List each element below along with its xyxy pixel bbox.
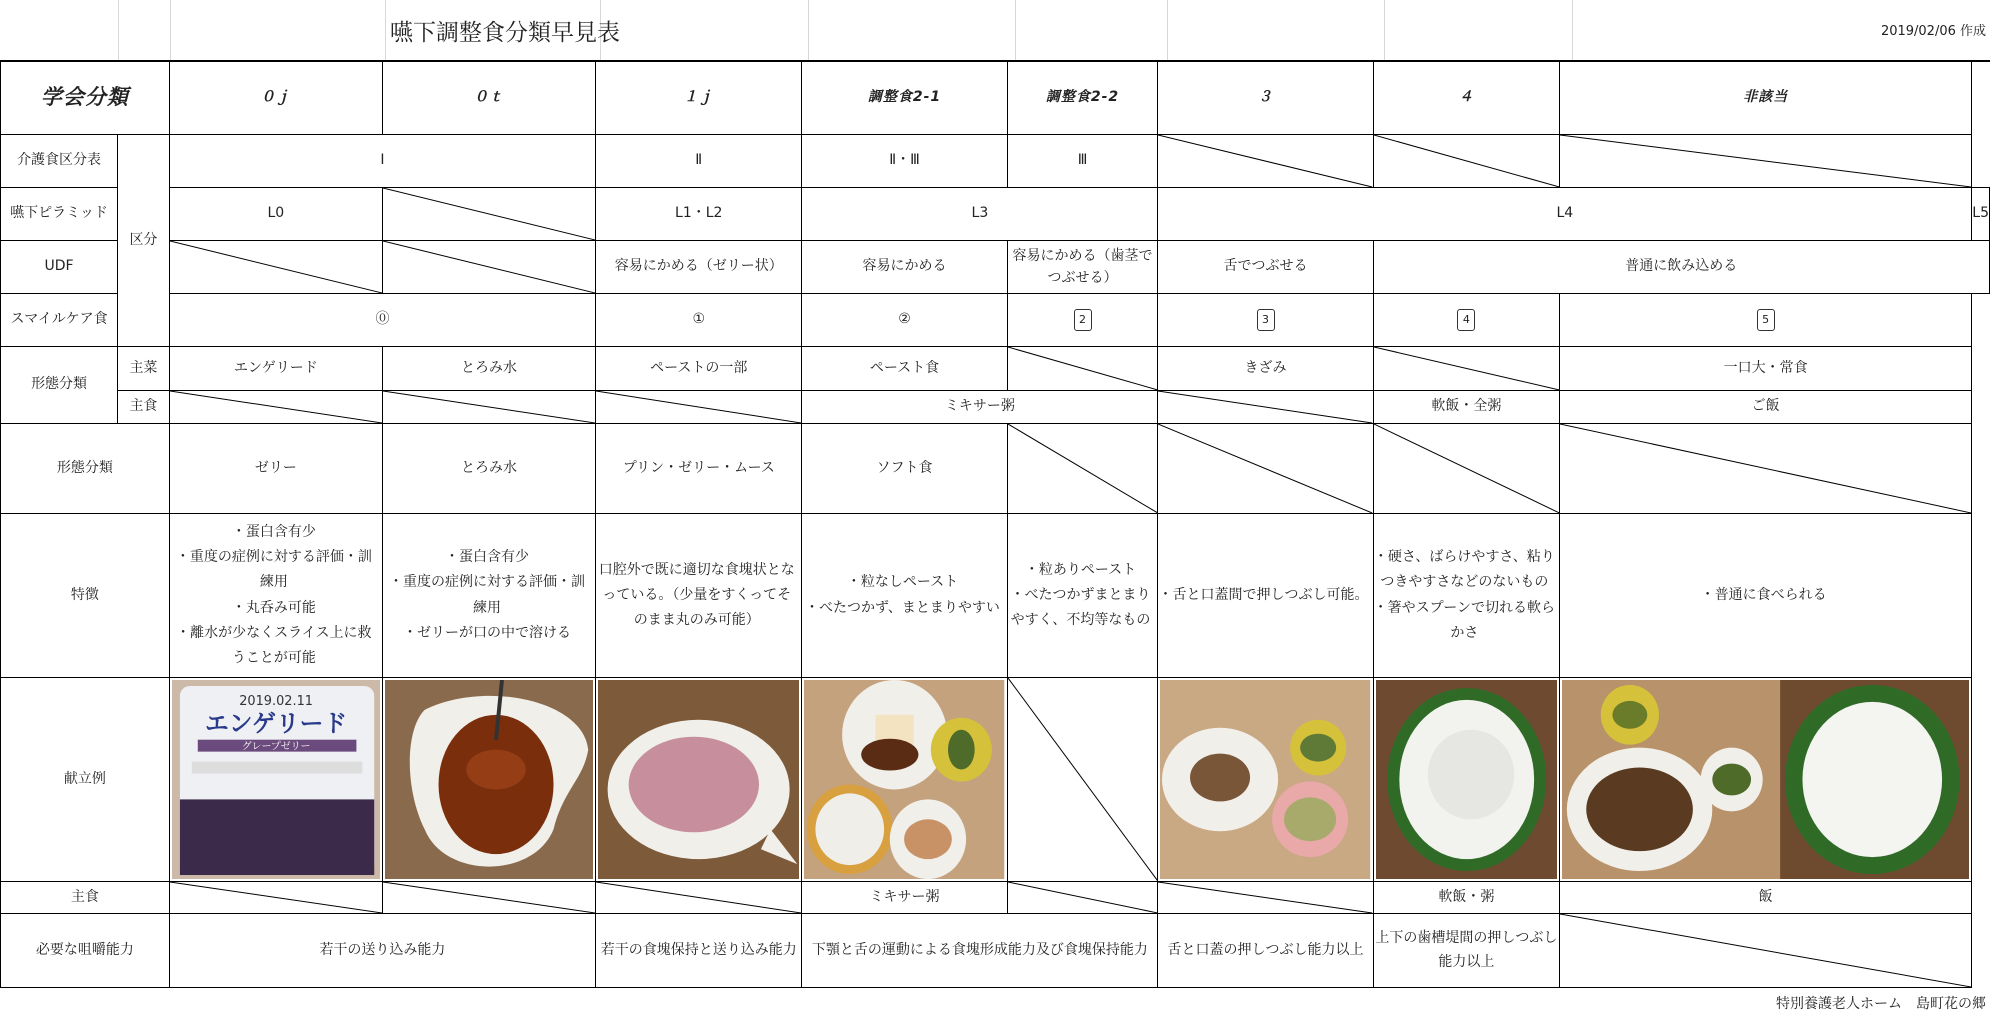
page-title: 嚥下調整食分類早見表 (390, 20, 620, 46)
pyramid-3-4: L4 (1158, 188, 1972, 241)
smile-2-2 (1007, 294, 1158, 347)
smile-none-badge: 5 (1757, 309, 1775, 331)
udf-3: 舌でつぶせる (1158, 241, 1373, 294)
menu-2-2-empty (1007, 678, 1158, 882)
udf-1j: 容易にかめる（ゼリー状） (596, 241, 802, 294)
smile-3-badge: 3 (1257, 309, 1275, 331)
feature-none (1560, 514, 1972, 678)
kaigo-4-empty (1373, 135, 1559, 188)
shusai-none: 一口大・常食 (1560, 347, 1972, 391)
menu-3-photo (1158, 678, 1373, 882)
feature-4 (1373, 514, 1559, 678)
smile-none (1560, 294, 1972, 347)
row-udf (1, 241, 1990, 294)
shushoku2-1j-empty (596, 882, 802, 914)
keitai2-3-empty (1158, 424, 1373, 514)
shushoku2-none: 飯 (1560, 882, 1972, 914)
smile-4-badge: 4 (1457, 309, 1475, 331)
feature-line: ・べたつかずまとまりやすく、不均等なもの (1010, 586, 1151, 629)
menu-none-photo (1560, 678, 1972, 882)
label-keitai2: 形態分類 (1, 424, 170, 514)
pyramid-0t-empty (382, 188, 595, 241)
keitai2-0t: とろみ水 (382, 424, 595, 514)
shusai-0t: とろみ水 (382, 347, 595, 391)
shushoku2-3-empty (1158, 882, 1373, 914)
kaigo-2-2: Ⅲ (1007, 135, 1158, 188)
kaigo-1j: Ⅱ (596, 135, 802, 188)
shushoku-3-empty (1158, 391, 1373, 424)
udf-0j-empty (169, 241, 382, 294)
header-1j: １ｊ (596, 62, 802, 135)
mousse-photo (598, 680, 799, 879)
udf-2-1: 容易にかめる (802, 241, 1007, 294)
package-date: 2019.02.11 (238, 693, 313, 709)
thick-water-photo (385, 680, 593, 879)
shushoku-4: 軟飯・全粥 (1373, 391, 1559, 424)
smile-1j: ① (596, 294, 802, 347)
classification-table (0, 61, 1990, 988)
created-date: 2019/02/06 作成 (1880, 24, 1986, 39)
header-2-2: 調整食2-2 (1007, 62, 1158, 135)
chew-none-empty (1560, 914, 1972, 988)
feature-line: ・硬さ、ばらけやすさ、粘りつきやすさなどのないもの (1373, 549, 1555, 591)
pyramid-0j: L0 (169, 188, 382, 241)
menu-1j-photo (596, 678, 802, 882)
jelly-package-photo (172, 680, 380, 879)
label-kaigo: 介護食区分表 (1, 135, 118, 188)
row-keitai-shusai (1, 347, 1990, 391)
label-chew: 必要な咀嚼能力 (1, 914, 170, 988)
chew-2: 下顎と舌の運動による食塊形成能力及び食塊保持能力 (802, 914, 1158, 988)
menu-2-1-photo (802, 678, 1007, 882)
smile-3 (1158, 294, 1373, 347)
shushoku2-2-1: ミキサー粥 (802, 882, 1007, 914)
feature-2-2 (1007, 514, 1158, 678)
feature-line: ・普通に食べられる (1700, 586, 1827, 603)
label-smile: スマイルケア食 (1, 294, 118, 347)
chew-0: 若干の送り込み能力 (169, 914, 595, 988)
row-keitai2 (1, 424, 1990, 514)
package-flavor: グレープゼリー (241, 741, 311, 753)
smile-2-1: ② (802, 294, 1007, 347)
row-shushoku2 (1, 882, 1990, 914)
header-0j: ０ｊ (169, 62, 382, 135)
header-0t: ０ｔ (382, 62, 595, 135)
label-feature: 特徴 (1, 514, 170, 678)
feature-line: ・粒なしペースト (846, 574, 959, 591)
shushoku2-0t-empty (382, 882, 595, 914)
row-feature (1, 514, 1990, 678)
header-row (1, 62, 1990, 135)
feature-3 (1158, 514, 1373, 678)
row-chew (1, 914, 1990, 988)
feature-1j (596, 514, 802, 678)
pyramid-none: L5 (1972, 188, 1990, 241)
feature-line: ・離水が少なくスライス上に救うことが可能 (176, 624, 372, 666)
feature-line: ・ゼリーが口の中で溶ける (403, 624, 572, 641)
keitai2-none-empty (1560, 424, 1972, 514)
menu-0t-photo (382, 678, 595, 882)
feature-line: 口腔外で既に適切な食塊状となっている。（少量をすくってそのまま丸のみ可能） (598, 561, 795, 629)
header-gakkai: 学会分類 (1, 62, 170, 135)
header-3: ３ (1158, 62, 1373, 135)
shushoku-2: ミキサー粥 (802, 391, 1158, 424)
keitai2-4-empty (1373, 424, 1559, 514)
kaigo-none-empty (1560, 135, 1972, 188)
feature-line: ・箸やスプーンで切れる軟らかさ (1373, 599, 1555, 641)
label-menu: 献立例 (1, 678, 170, 882)
shusai-4-empty (1373, 347, 1559, 391)
shushoku2-2-2-empty (1007, 882, 1158, 914)
smile-0: ⓪ (169, 294, 595, 347)
udf-0t-empty (382, 241, 595, 294)
shushoku-1j-empty (596, 391, 802, 424)
row-kaigo (1, 135, 1990, 188)
feature-line: ・重度の症例に対する評価・訓練用 (389, 574, 586, 616)
keitai2-2-2-empty (1007, 424, 1158, 514)
title-row (0, 0, 1990, 62)
kaigo-0: Ⅰ (169, 135, 595, 188)
label-shushoku2: 主食 (1, 882, 170, 914)
shushoku-0j-empty (169, 391, 382, 424)
shusai-1j: ペーストの一部 (596, 347, 802, 391)
label-kubun: 区分 (118, 135, 170, 347)
row-menu (1, 678, 1990, 882)
chew-3: 舌と口蓋の押しつぶし能力以上 (1158, 914, 1373, 988)
chew-4: 上下の歯槽堤間の押しつぶし能力以上 (1373, 914, 1559, 988)
feature-0j (169, 514, 382, 678)
feature-line: ・蛋白含有少 (445, 549, 530, 566)
shushoku-0t-empty (382, 391, 595, 424)
header-2-1: 調整食2-1 (802, 62, 1007, 135)
feature-line: ・重度の症例に対する評価・訓練用 (175, 549, 372, 591)
shusai-2-2-empty (1007, 347, 1158, 391)
label-keitai: 形態分類 (1, 347, 118, 424)
feature-2-1 (802, 514, 1007, 678)
kaigo-2-1: Ⅱ・Ⅲ (802, 135, 1007, 188)
label-shusai: 主菜 (118, 347, 170, 391)
chew-1j: 若干の食塊保持と送り込み能力 (596, 914, 802, 988)
feature-0t (382, 514, 595, 678)
chopped-food-photo (1160, 680, 1370, 879)
porridge-photo (1376, 680, 1557, 879)
label-pyramid: 嚥下ピラミッド (1, 188, 118, 241)
package-brand: エンゲリード (204, 709, 347, 738)
smile-4 (1373, 294, 1559, 347)
feature-line: ・蛋白含有少 (231, 523, 316, 540)
header-4: ４ (1373, 62, 1559, 135)
shushoku-none: ご飯 (1560, 391, 1972, 424)
shushoku2-4: 軟飯・粥 (1373, 882, 1559, 914)
feature-line: ・丸呑み可能 (231, 599, 316, 616)
keitai2-1j: プリン・ゼリー・ムース (596, 424, 802, 514)
shushoku2-0j-empty (169, 882, 382, 914)
label-udf: UDF (1, 241, 118, 294)
keitai2-2-1: ソフト食 (802, 424, 1007, 514)
shusai-2-1: ペースト食 (802, 347, 1007, 391)
feature-line: ・舌と口蓋間で押しつぶし可能。 (1158, 586, 1369, 603)
kaigo-3-empty (1158, 135, 1373, 188)
row-pyramid (1, 188, 1990, 241)
udf-2-2: 容易にかめる（歯茎でつぶせる） (1007, 241, 1158, 294)
feature-line: ・べたつかず、まとまりやすい (805, 599, 1000, 616)
pyramid-1j: L1・L2 (596, 188, 802, 241)
keitai2-0j: ゼリー (169, 424, 382, 514)
menu-0j-photo (169, 678, 382, 882)
pyramid-2: L3 (802, 188, 1158, 241)
regular-meal-photo (1562, 680, 1969, 879)
row-smile (1, 294, 1990, 347)
udf-4-none: 普通に飲み込める (1373, 241, 1989, 294)
smile-2-2-badge: 2 (1074, 309, 1092, 331)
label-shushoku: 主食 (118, 391, 170, 424)
menu-4-photo (1373, 678, 1559, 882)
shusai-0j: エンゲリード (169, 347, 382, 391)
row-keitai-shushoku (1, 391, 1990, 424)
header-none: 非該当 (1560, 62, 1972, 135)
feature-line: ・粒ありペースト (1024, 561, 1137, 578)
soft-food-photo (804, 680, 1004, 879)
facility-name: 特別養護老人ホーム 島町花の郷 (1776, 996, 1986, 1012)
shusai-3: きざみ (1158, 347, 1373, 391)
